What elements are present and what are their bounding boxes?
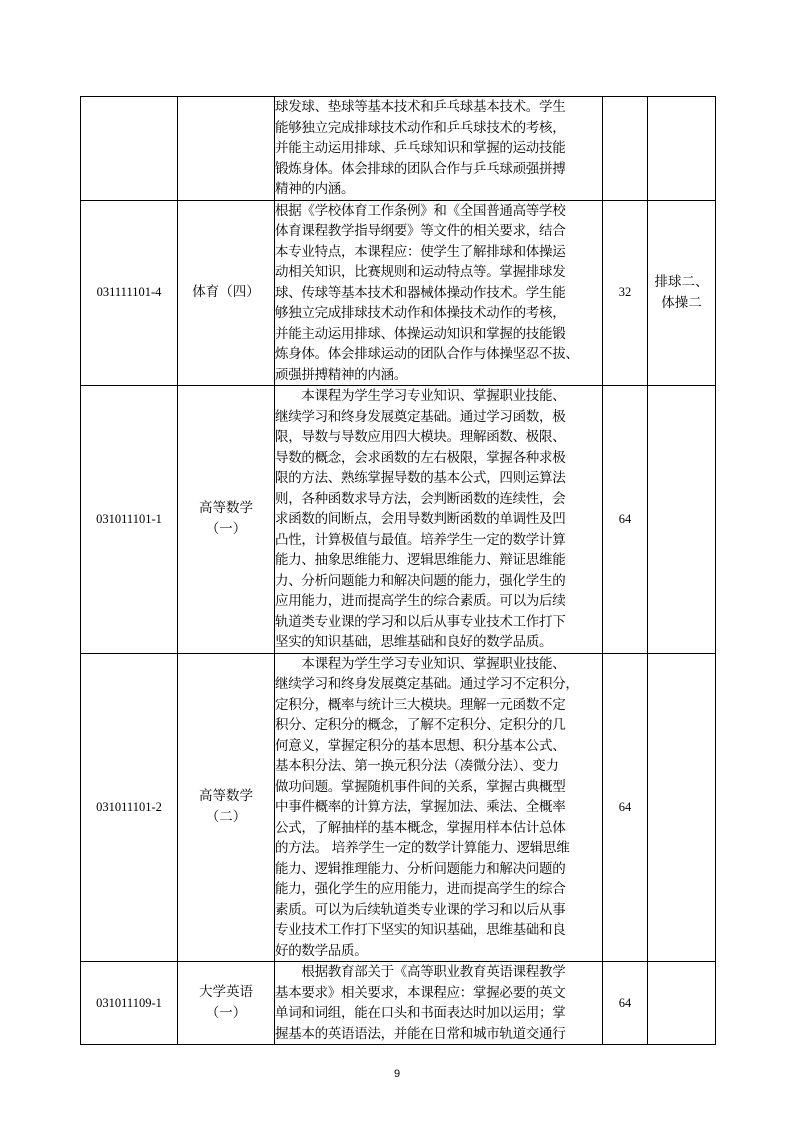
course-description <box>275 653 603 962</box>
description-line: 能够独立完成排球技术动作和乒乓球技术的考核， <box>275 119 566 136</box>
course-description <box>275 962 603 1045</box>
course-name-line: 高等数学 <box>199 788 253 805</box>
course-code <box>81 97 178 201</box>
description-line: 的方法。 培养学生一定的数学计算能力、逻辑思维 <box>275 840 570 856</box>
course-note <box>648 97 716 201</box>
course-code: 031011109-1 <box>81 962 178 1045</box>
description-line: 好的数学品质。 <box>275 942 368 959</box>
description-line: 基本要求》相关要求，本课程应：掌握必要的英文 <box>275 984 566 1001</box>
course-code: 031011101-1 <box>81 386 178 654</box>
course-name <box>178 386 275 654</box>
description-line: 能力、逻辑推理能力、分析问题能力和解决问题的 <box>275 860 566 877</box>
description-line: 何意义，掌握定积分的基本思想、积分基本公式、 <box>275 737 566 754</box>
table-row <box>81 653 716 962</box>
description-line: 公式，了解抽样的基本概念，掌握用样本估计总体 <box>275 819 566 836</box>
description-line: 并能主动运用排球、体操运动知识和掌握的技能锻 <box>275 325 566 342</box>
course-hours: 64 <box>603 653 648 962</box>
course-hours: 32 <box>603 200 648 386</box>
course-description <box>275 386 603 654</box>
description-line: 素质。可以为后续轨道类专业课的学习和以后从事 <box>275 901 566 918</box>
description-line: 能力、抽象思维能力、逻辑思维能力、辩证思维能 <box>275 552 566 568</box>
description-line: 本课程为学生学习专业知识、掌握职业技能、 <box>275 388 566 404</box>
description-line: 顽强拼搏精神的内涵。 <box>275 366 407 383</box>
course-note-line: 体操二 <box>661 294 702 311</box>
description-line: 定积分，概率与统计三大模块。理解一元函数不定 <box>275 696 566 713</box>
description-line: 积分、定积分的概念，了解不定积分、定积分的几 <box>275 717 566 733</box>
description-line: 做功问题。掌握随机事件间的关系，掌握古典概型 <box>275 778 566 795</box>
description-line: 轨道类专业课的学习和以后从事专业技术工作打下 <box>275 613 566 630</box>
course-note <box>648 200 716 386</box>
description-line: 则，各种函数求导方法，会判断函数的连续性，会 <box>275 490 566 507</box>
description-line: 握基本的英语语法，并能在日常和城市轨道交通行 <box>275 1025 566 1042</box>
description-line: 动相关知识，比赛规则和运动特点等。掌握排球发 <box>275 264 566 280</box>
table-body <box>81 97 716 1045</box>
table-row <box>81 386 716 654</box>
description-line: 求函数的间断点，会用导数判断函数的单调性及凹 <box>275 511 566 527</box>
description-line: 力、分析问题能力和解决问题的能力，强化学生的 <box>275 572 566 589</box>
course-name <box>178 200 275 386</box>
course-note-line: 排球二、 <box>654 273 709 290</box>
description-line: 够独立完成排球技术动作和体操技术动作的考核， <box>275 305 566 321</box>
description-line: 限的方法、熟练掌握导数的基本公式，四则运算法 <box>275 470 566 486</box>
course-name <box>178 653 275 962</box>
description-line: 本课程为学生学习专业知识、掌握职业技能、 <box>275 655 566 672</box>
description-line: 锻炼身体。体会排球的团队合作与乒乓球顽强拼搏 <box>275 160 566 177</box>
course-hours: 64 <box>603 962 648 1045</box>
description-line: 中事件概率的计算方法，掌握加法、乘法、全概率 <box>275 799 566 815</box>
course-note <box>648 386 716 654</box>
description-line: 并能主动运用排球、乒乓球知识和掌握的运动技能 <box>275 140 566 156</box>
description-line: 精神的内涵。 <box>275 181 355 197</box>
description-line: 球、传球等基本技术和器械体操动作技术。学生能 <box>275 284 566 301</box>
course-name <box>178 962 275 1045</box>
description-line: 本专业特点，本课程应：使学生了解排球和体操运 <box>275 243 566 260</box>
description-line: 单词和词组，能在口头和书面表达时加以运用；掌 <box>275 1005 566 1021</box>
page-number: 9 <box>393 1068 401 1080</box>
description-line: 继续学习和终身发展奠定基础。通过学习函数，极 <box>275 408 566 425</box>
description-line: 继续学习和终身发展奠定基础。通过学习不定积分， <box>275 676 579 692</box>
description-line: 根据教育部关于《高等职业教育英语课程教学 <box>275 964 566 980</box>
course-code: 031111101-4 <box>81 200 178 386</box>
course-name <box>178 97 275 201</box>
course-name-line: 高等数学 <box>199 500 253 517</box>
table-row <box>81 97 716 201</box>
description-line: 炼身体。体会排球运动的团队合作与体操坚忍不拔、 <box>275 346 579 362</box>
course-note <box>648 653 716 962</box>
course-description <box>275 200 603 386</box>
course-hours: 64 <box>603 386 648 654</box>
table-row <box>81 962 716 1045</box>
course-name-line: 大学英语 <box>199 984 253 1000</box>
course-name-line: 体育（四） <box>192 284 260 301</box>
description-line: 根据《学校体育工作条例》和《全国普通高等学校 <box>275 202 566 219</box>
description-line: 球发球、垫球等基本技术和乒乓球基本技术。学生 <box>275 99 566 115</box>
course-name-line: （一） <box>205 521 247 538</box>
course-code: 031011101-2 <box>81 653 178 962</box>
description-line: 专业技术工作打下坚实的知识基础，思维基础和良 <box>275 922 566 938</box>
table-row <box>81 200 716 386</box>
description-line: 导数的概念，会求函数的左右极限，掌握各种求极 <box>275 449 566 466</box>
description-line: 限，导数与导数应用四大模块。理解函数、极限、 <box>275 429 566 445</box>
description-line: 凸性，计算极值与最值。培养学生一定的数学计算 <box>275 531 566 548</box>
course-note <box>648 962 716 1045</box>
course-name-line: （一） <box>205 1005 247 1021</box>
course-name-line: （二） <box>205 809 247 826</box>
course-description <box>275 97 603 201</box>
course-hours <box>603 97 648 201</box>
description-line: 应用能力，进而提高学生的综合素质。可以为后续 <box>275 593 566 609</box>
description-line: 基本积分法、第一换元积分法（凑微分法）、变力 <box>275 758 559 774</box>
description-line: 体育课程教学指导纲要》等文件的相关要求，结合 <box>275 223 566 239</box>
course-table <box>80 96 716 1045</box>
description-line: 坚实的知识基础，思维基础和良好的数学品质。 <box>275 634 553 650</box>
description-line: 能力，强化学生的应用能力，进而提高学生的综合 <box>275 881 566 897</box>
